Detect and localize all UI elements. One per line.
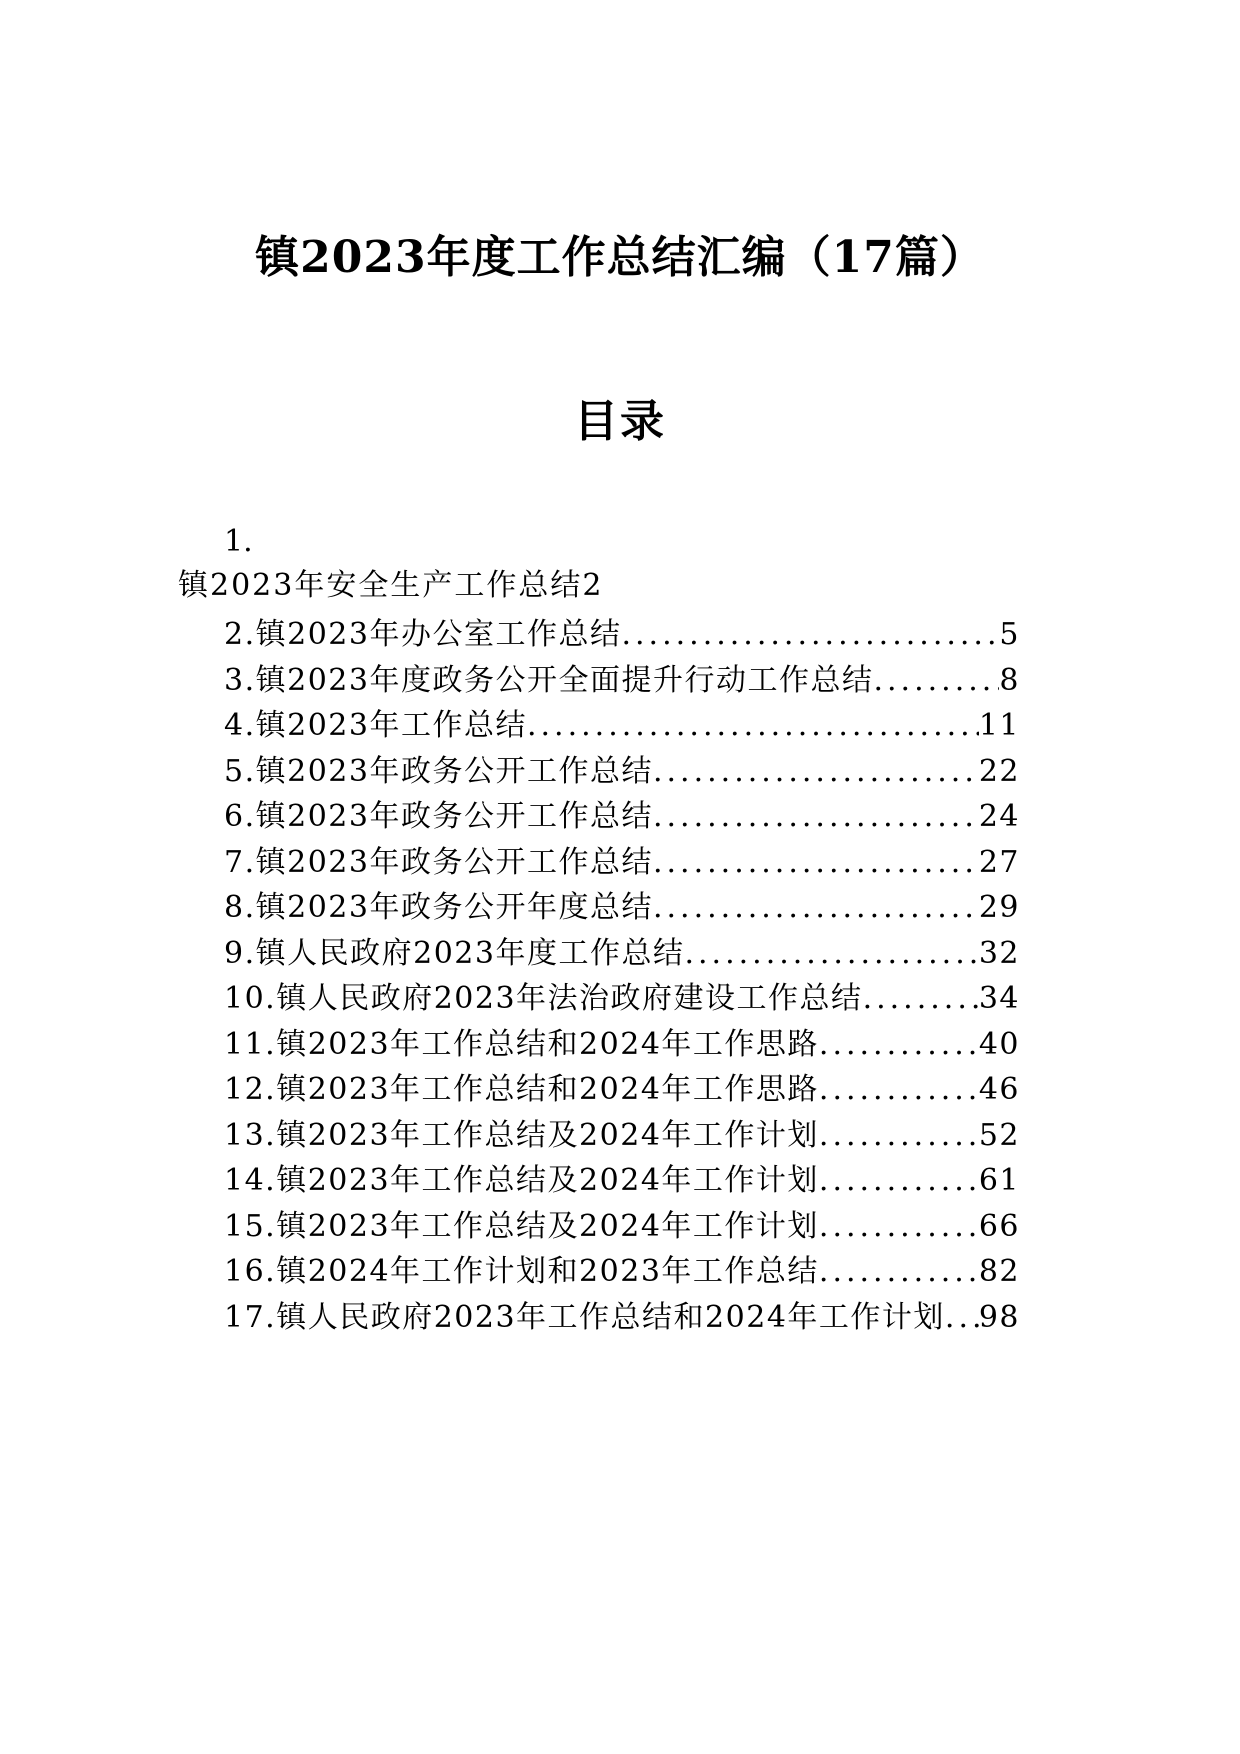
toc-entry[interactable] <box>224 1113 1020 1159</box>
toc-entry[interactable] <box>224 658 1020 704</box>
toc-entry-page: 32 <box>978 935 1020 971</box>
toc-dot-leader <box>819 1022 979 1068</box>
toc-entry[interactable] <box>224 1249 1020 1295</box>
document-title: 镇2023年度工作总结汇编（17篇） <box>255 232 985 283</box>
toc-dot-leader <box>527 703 979 749</box>
toc-dot-leader <box>653 885 979 931</box>
toc-dot-leader <box>819 1204 979 1250</box>
toc-dot-leader <box>621 612 999 658</box>
toc-entry[interactable] <box>224 749 1020 795</box>
toc-entry-title: 6.镇2023年政务公开工作总结 <box>224 799 653 834</box>
toc-entry[interactable] <box>224 885 1020 931</box>
toc-entry[interactable] <box>224 840 1020 886</box>
toc-entry-page: 29 <box>978 890 1020 925</box>
toc-entry[interactable] <box>224 1158 1020 1204</box>
toc-entry[interactable] <box>224 794 1020 840</box>
toc-entry-title: 17.镇人民政府2023年工作总结和2024年工作计划 <box>224 1299 945 1335</box>
toc-entry[interactable] <box>224 1022 1020 1068</box>
toc-entry-page: 8 <box>999 662 1020 698</box>
toc-entry-title: 15.镇2023年工作总结及2024年工作计划 <box>224 1208 819 1244</box>
toc-entry-page: 52 <box>978 1117 1020 1153</box>
toc-entry[interactable] <box>224 1295 1020 1341</box>
toc-entry[interactable] <box>224 976 1020 1022</box>
toc-entry-page: 27 <box>978 844 1020 880</box>
toc-entry-page: 46 <box>978 1072 1020 1107</box>
toc-entry-1-text: 镇2023年安全生产工作总结2 <box>178 568 604 603</box>
toc-entry-title: 11.镇2023年工作总结和2024年工作思路 <box>224 1026 819 1062</box>
toc-entry-title: 8.镇2023年政务公开年度总结 <box>224 890 653 925</box>
toc-entry-title: 2.镇2023年办公室工作总结 <box>224 617 622 652</box>
toc-entry-page: 66 <box>978 1208 1020 1244</box>
toc-entry-page: 61 <box>978 1163 1020 1198</box>
toc-entry-page: 24 <box>978 799 1020 834</box>
toc-entry[interactable] <box>224 612 1020 658</box>
toc-list <box>224 612 1020 1340</box>
toc-entry-page: 22 <box>978 753 1020 789</box>
toc-entry-page: 11 <box>978 708 1020 743</box>
toc-entry-page: 5 <box>999 617 1020 652</box>
toc-entry-title: 9.镇人民政府2023年度工作总结 <box>224 935 685 971</box>
toc-entry-page: 98 <box>978 1299 1020 1335</box>
toc-dot-leader <box>819 1113 979 1159</box>
toc-dot-leader <box>945 1295 979 1341</box>
toc-entry-1-number: 1. <box>224 524 253 559</box>
toc-entry[interactable] <box>224 1204 1020 1250</box>
toc-dot-leader <box>653 840 979 886</box>
toc-entry-title: 3.镇2023年度政务公开全面提升行动工作总结 <box>224 662 874 698</box>
toc-entry-title: 4.镇2023年工作总结 <box>224 708 527 743</box>
toc-entry-title: 10.镇人民政府2023年法治政府建设工作总结 <box>224 981 863 1016</box>
toc-dot-leader <box>684 931 978 977</box>
toc-entry-title: 14.镇2023年工作总结及2024年工作计划 <box>224 1163 819 1198</box>
toc-entry-title: 12.镇2023年工作总结和2024年工作思路 <box>224 1072 819 1107</box>
toc-entry[interactable] <box>224 931 1020 977</box>
toc-entry[interactable] <box>224 703 1020 749</box>
toc-heading: 目录 <box>574 396 666 447</box>
toc-entry-title: 5.镇2023年政务公开工作总结 <box>224 753 653 789</box>
toc-entry-title: 13.镇2023年工作总结及2024年工作计划 <box>224 1117 819 1153</box>
toc-entry-title: 7.镇2023年政务公开工作总结 <box>224 844 653 880</box>
toc-dot-leader <box>819 1158 979 1204</box>
toc-dot-leader <box>819 1067 979 1113</box>
toc-entry[interactable] <box>224 1067 1020 1113</box>
toc-entry-page: 40 <box>978 1026 1020 1062</box>
toc-dot-leader <box>873 658 999 704</box>
toc-entry-title: 16.镇2024年工作计划和2023年工作总结 <box>224 1254 819 1289</box>
toc-dot-leader <box>863 976 979 1022</box>
toc-dot-leader <box>653 749 979 795</box>
toc-entry-page: 82 <box>978 1254 1020 1289</box>
toc-dot-leader <box>653 794 979 840</box>
toc-dot-leader <box>819 1249 979 1295</box>
toc-entry-page: 34 <box>978 981 1020 1016</box>
